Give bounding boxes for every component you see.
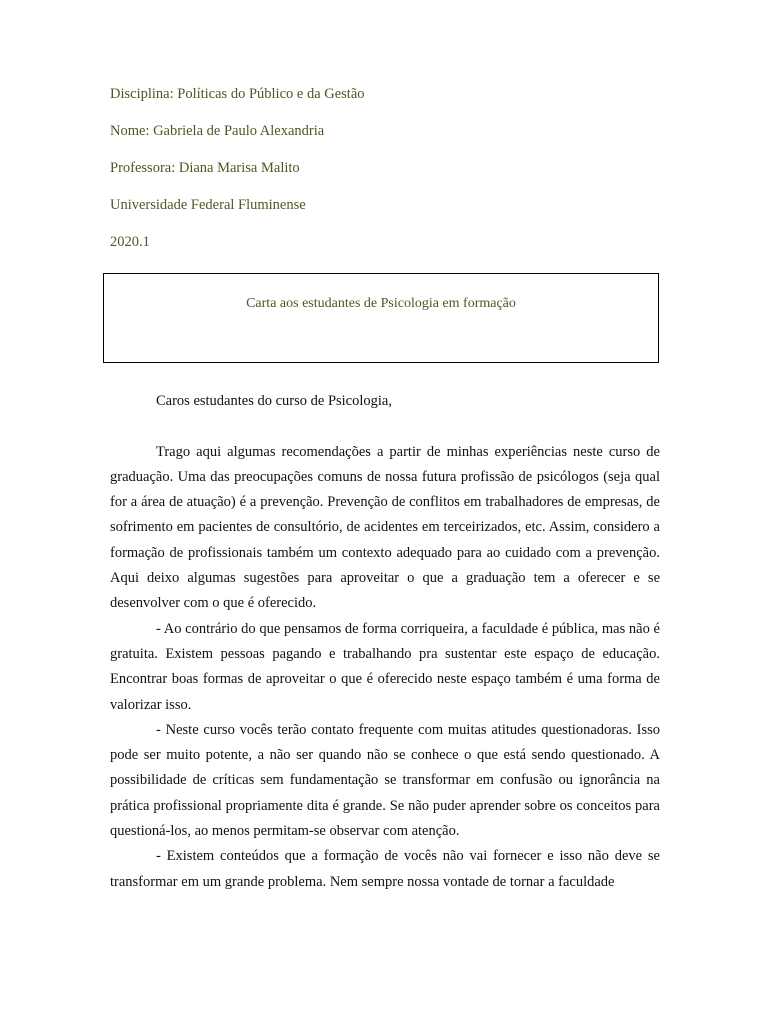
header-semester: 2020.1 [110,234,150,250]
letter-paragraph: - Existem conteúdos que a formação de vocês não vai fornecer e isso não deve se transformar em um grande problema. Nem sempre nossa vontade de tornar a faculdade [110,848,660,890]
letter-paragraph: - Ao contrário do que pensamos de forma corriqueira, a faculdade é pública, mas não é gratuita. Existem pessoas pagando e trabalhando pra sustentar este espaço de educação. Encontrar boas formas de aproveitar o que é oferecido neste espaço também é uma forma de valorizar isso. [110,620,660,713]
letter-greeting: Caros estudantes do curso de Psicologia, [156,393,392,409]
document-title: Carta aos estudantes de Psicologia em formação [246,296,516,311]
letter-paragraph: - Neste curso vocês terão contato frequente com muitas atitudes questionadoras. Isso pode ser muito potente, a não ser quando não se conhece o que está sendo questionado. A possibilidade de críticas sem fundamentação se transformar em confusão ou ignorância na prática profissional propriamente dita é grande. Se não puder aprender sobre os conceitos para questioná-los, ao menos permitam-se observar com atenção. [110,721,660,840]
header-student-name: Nome: Gabriela de Paulo Alexandria [110,123,325,139]
title-box [103,273,659,363]
header-professor: Professora: Diana Marisa Malito [110,160,300,176]
letter-body [110,389,660,895]
header-discipline: Disciplina: Políticas do Público e da Gestão [110,86,365,102]
letter-paragraph: Trago aqui algumas recomendações a partir de minhas experiências neste curso de graduação. Uma das preocupações comuns de nossa futura profissão de psicólogos (seja qual for a área de atuação) é a prevenção. Prevenção de conflitos em trabalhadores de empresas, de sofrimento em pacientes de consultório, de acidentes em terceirizados, etc. Assim, considero a formação de profissionais também um contexto adequado para ao cuidado com a prevenção. Aqui deixo algumas sugestões para aproveitar o que a graduação tem a oferecer e se desenvolver com o que é oferecido. [110,443,660,612]
header-university: Universidade Federal Fluminense [110,197,306,213]
